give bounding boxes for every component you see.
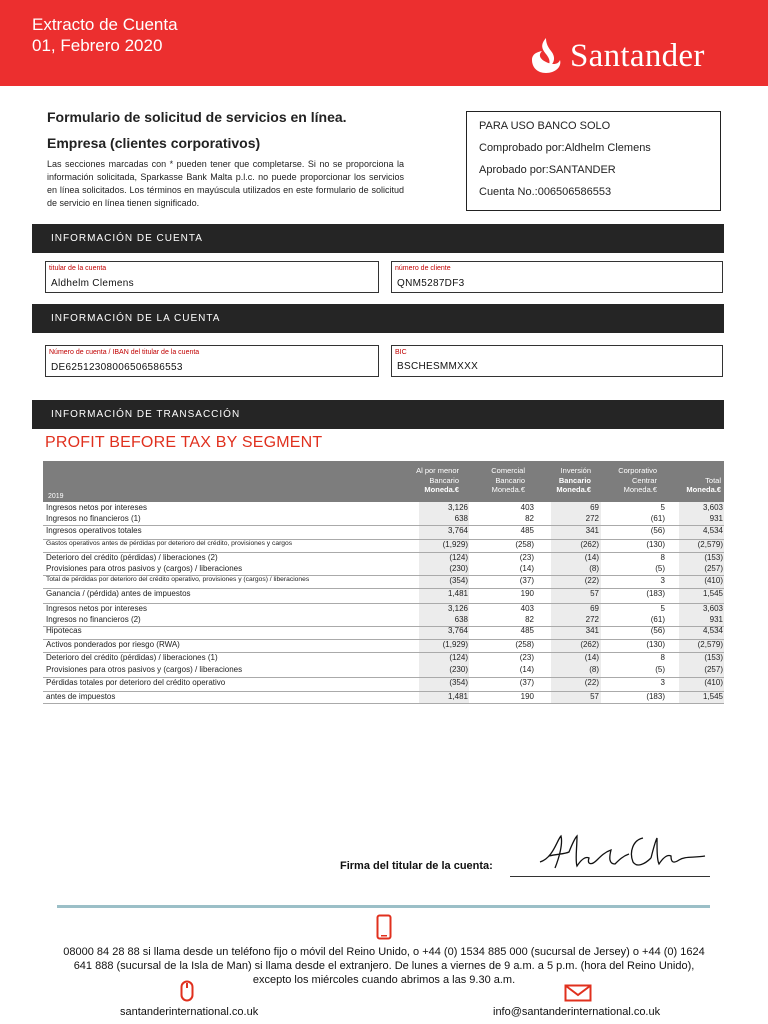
row-value: (8) [589, 564, 599, 573]
bank-use-heading: PARA USO BANCO SOLO [479, 120, 611, 132]
row-value: (354) [449, 678, 468, 687]
row-value: 190 [520, 589, 534, 598]
statement-date: 01, Febrero 2020 [32, 36, 163, 55]
table-row [43, 652, 724, 664]
table-row [43, 552, 724, 563]
row-value: (124) [449, 653, 468, 662]
row-value: (183) [646, 589, 665, 598]
table-row [43, 575, 724, 588]
column-header-total [655, 466, 721, 495]
account-holder-value: Aldhelm Clemens [51, 278, 134, 289]
row-value: 485 [520, 626, 534, 635]
table-row [43, 588, 724, 603]
row-value: (410) [704, 576, 723, 585]
row-value: 341 [585, 526, 599, 535]
column-header-investment [525, 466, 591, 495]
table-row [43, 525, 724, 539]
row-value: (130) [646, 540, 665, 549]
row-value: 1,545 [702, 589, 723, 598]
row-value: 1,481 [447, 589, 468, 598]
bank-use-box [466, 111, 721, 211]
section-account-info-2: INFORMACIÓN DE LA CUENTA [32, 304, 724, 333]
client-number-value: QNM5287DF3 [397, 278, 465, 289]
santander-logo [528, 36, 705, 76]
row-value: 4,534 [702, 626, 723, 635]
row-value: (5) [655, 665, 665, 674]
row-value: 69 [590, 503, 599, 512]
row-value: (183) [646, 692, 665, 701]
approved-by: Aprobado por:SANTANDER [479, 164, 616, 176]
client-number-field[interactable] [391, 261, 723, 293]
row-value: (2,579) [697, 540, 723, 549]
row-value: (124) [449, 553, 468, 562]
row-label: Deterioro del crédito (pérdidas) / liberaciones (1) [46, 653, 218, 662]
table-row [43, 691, 724, 703]
row-value: 3,603 [702, 503, 723, 512]
column-header-line: Comercial [491, 466, 525, 475]
column-header-line: Al por menor [416, 466, 459, 475]
row-value: (23) [519, 653, 534, 662]
row-value: 403 [520, 604, 534, 613]
table-row [43, 502, 724, 513]
row-value: 3,603 [702, 604, 723, 613]
row-value: 5 [660, 604, 665, 613]
row-label: Ingresos no financieros (1) [46, 514, 141, 523]
row-label: Hipotecas [46, 626, 82, 635]
row-value: 272 [585, 514, 599, 523]
row-label: Provisiones para otros pasivos y (cargos) / liberaciones [46, 564, 243, 573]
row-value: (8) [589, 665, 599, 674]
flame-icon [528, 36, 564, 76]
row-value: (230) [449, 564, 468, 573]
row-value: (14) [519, 665, 534, 674]
column-header-currency: Moneda.€ [424, 485, 459, 494]
row-value: (14) [584, 553, 599, 562]
form-title: Formulario de solicitud de servicios en línea. [47, 109, 347, 125]
brand-name: Santander [570, 37, 705, 74]
row-label: Deterioro del crédito (pérdidas) / liberaciones (2) [46, 553, 218, 562]
section-transaction-info: INFORMACIÓN DE TRANSACCIÓN [32, 400, 724, 429]
section-account-info: INFORMACIÓN DE CUENTA [32, 224, 724, 253]
mouse-icon [180, 980, 194, 1002]
row-value: 3 [660, 678, 665, 687]
row-value: (130) [646, 640, 665, 649]
table-row [43, 513, 724, 525]
column-header-currency: Moneda.€ [623, 485, 657, 494]
row-value: (1,929) [442, 540, 468, 549]
table-row [43, 664, 724, 677]
table-year: 2019 [48, 493, 64, 500]
row-value: 190 [520, 692, 534, 701]
row-value: 82 [525, 514, 534, 523]
account-number: Cuenta No.:006506586553 [479, 186, 612, 198]
iban-field[interactable] [45, 345, 379, 377]
signature-line [510, 876, 710, 877]
row-value: (61) [650, 615, 665, 624]
row-value: (1,929) [442, 640, 468, 649]
row-value: (14) [584, 653, 599, 662]
bic-label: BIC [395, 349, 407, 356]
column-header-currency: Moneda.€ [491, 485, 525, 494]
row-value: (37) [519, 576, 534, 585]
column-header-line: Total [705, 475, 721, 485]
statement-title-line1: Extracto de Cuenta [32, 15, 178, 34]
column-header-line: Bancario [495, 475, 525, 485]
table-row [43, 639, 724, 652]
form-description: Las secciones marcadas con * pueden tener que completarse. Si no se proporciona la información solicitada, Sparkasse Bank Malta p.l.c. no puede proporcionar los servicios en línea solicitados. Los términos en mayúscula utilizados en este formulario de solicitud de servicio en línea tienen significado. [47, 159, 404, 208]
row-value: (2,579) [697, 640, 723, 649]
row-value: 5 [660, 503, 665, 512]
header-bar [0, 0, 768, 86]
row-value: 931 [709, 615, 723, 624]
row-value: 4,534 [702, 526, 723, 535]
row-value: (23) [519, 553, 534, 562]
row-value: 931 [709, 514, 723, 523]
statement-title [32, 14, 178, 56]
iban-label: Número de cuenta / IBAN del titular de la cuenta [49, 349, 200, 356]
column-header-currency: Moneda.€ [686, 485, 721, 494]
handwritten-signature [535, 830, 715, 880]
row-value: 69 [590, 604, 599, 613]
account-holder-label: titular de la cuenta [49, 265, 107, 272]
row-label: Ingresos no financieros (2) [46, 615, 141, 624]
row-value: 272 [585, 615, 599, 624]
table-row [43, 625, 724, 639]
bic-value: BSCHESMMXXX [397, 361, 479, 372]
row-value: 1,481 [447, 692, 468, 701]
column-header-line: Bancario [558, 475, 591, 485]
row-label: Activos ponderados por riesgo (RWA) [46, 640, 180, 649]
row-label: Gastos operativos antes de pérdidas por deterioro del crédito, provisiones y cargos [46, 540, 293, 547]
table-row [43, 563, 724, 575]
row-value: (22) [584, 678, 599, 687]
row-value: (410) [704, 678, 723, 687]
row-value: 8 [660, 653, 665, 662]
table-row [43, 677, 724, 691]
column-header-retail [393, 466, 459, 495]
mobile-phone-icon [376, 914, 392, 940]
row-value: 638 [454, 615, 468, 624]
form-subtitle: Empresa (clientes corporativos) [47, 135, 261, 151]
row-value: (22) [584, 576, 599, 585]
table-row [43, 539, 724, 552]
row-value: (153) [704, 553, 723, 562]
row-divider [43, 703, 724, 704]
row-value: 3,126 [447, 503, 468, 512]
row-label: Pérdidas totales por deterioro del crédito operativo [46, 678, 226, 687]
row-value: (5) [655, 564, 665, 573]
account-holder-field[interactable] [45, 261, 379, 293]
row-value: 638 [454, 514, 468, 523]
column-header-corporate [591, 466, 657, 495]
table-header [43, 461, 724, 502]
row-value: 485 [520, 526, 534, 535]
bic-field[interactable] [391, 345, 723, 377]
row-value: (258) [515, 540, 534, 549]
row-label: Provisiones para otros pasivos y (cargos) / liberaciones [46, 665, 243, 674]
row-value: 403 [520, 503, 534, 512]
footer-divider [57, 905, 710, 908]
row-label: antes de impuestos [46, 692, 116, 701]
row-value: 3,764 [447, 526, 468, 535]
row-value: (56) [650, 626, 665, 635]
column-header-currency: Moneda.€ [556, 485, 591, 494]
contact-info-text: 08000 84 28 88 si llama desde un teléfono fijo o móvil del Reino Unido, o +44 (0) 1534 885 000 (sucursal de Jersey) o +44 (0) 1624 641 888 (sucursal de la Isla de Man) si llama desde el extranjero. De lunes a viernes de 9 a.m. a 5 p.m. (hora del Reino Unido), excepto los miércoles cuando abrimos a las 9.30 a.m. [63, 946, 705, 986]
segment-title: PROFIT BEFORE TAX BY SEGMENT [45, 434, 323, 451]
iban-value: DE62512308006506586553 [51, 362, 183, 373]
checked-by: Comprobado por:Aldhelm Clemens [479, 142, 651, 154]
website-link[interactable]: santanderinternational.co.uk [120, 1006, 259, 1018]
row-label: Ingresos netos por intereses [46, 604, 147, 613]
row-value: (257) [704, 564, 723, 573]
row-value: (262) [580, 640, 599, 649]
column-header-line: Centrar [631, 475, 657, 485]
row-label: Ganancia / (pérdida) antes de impuestos [46, 589, 191, 598]
row-value: 3,764 [447, 626, 468, 635]
row-value: (56) [650, 526, 665, 535]
email-envelope-icon [564, 984, 592, 1002]
row-value: 57 [590, 692, 599, 701]
column-header-line: Bancario [429, 475, 459, 485]
column-header-line: Inversión [560, 466, 591, 475]
table-row [43, 603, 724, 614]
row-value: (37) [519, 678, 534, 687]
row-value: 8 [660, 553, 665, 562]
row-label: Ingresos netos por intereses [46, 503, 147, 512]
column-header-line: Corporativo [618, 466, 657, 475]
row-value: (230) [449, 665, 468, 674]
row-value: (61) [650, 514, 665, 523]
row-value: (257) [704, 665, 723, 674]
row-value: (354) [449, 576, 468, 585]
row-value: (14) [519, 564, 534, 573]
signature-label: Firma del titular de la cuenta: [340, 860, 493, 872]
row-value: 57 [590, 589, 599, 598]
table-body [43, 502, 724, 764]
row-value: 341 [585, 626, 599, 635]
row-label: Ingresos operativos totales [46, 526, 142, 535]
segment-table [43, 461, 724, 764]
row-value: (153) [704, 653, 723, 662]
row-value: 82 [525, 615, 534, 624]
email-link[interactable]: info@santanderinternational.co.uk [493, 1006, 661, 1018]
row-value: 1,545 [702, 692, 723, 701]
row-value: 3,126 [447, 604, 468, 613]
column-header-commercial [459, 466, 525, 495]
row-value: (258) [515, 640, 534, 649]
row-value: 3 [660, 576, 665, 585]
row-label: Total de pérdidas por deterioro del crédito operativo, provisiones y (cargos) / liberaciones [46, 576, 310, 583]
row-value: (262) [580, 540, 599, 549]
client-number-label: número de cliente [395, 265, 451, 272]
